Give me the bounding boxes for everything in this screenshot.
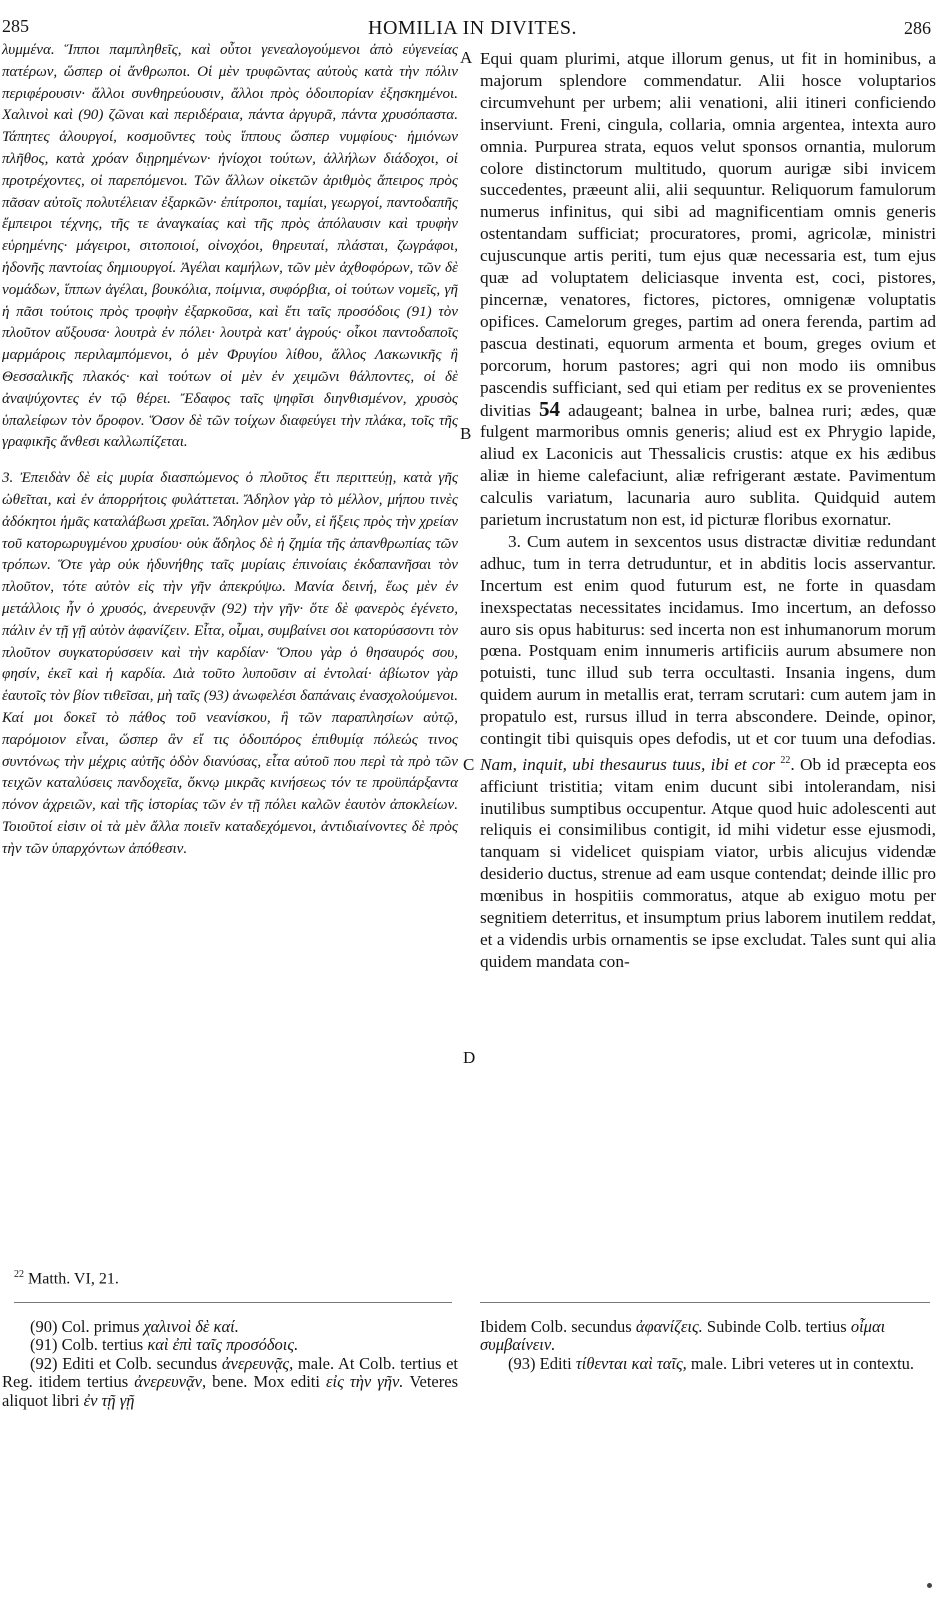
- note-92: [2, 1355, 458, 1410]
- note-92-text-2: , male. At Colb. tertius et Reg. itidem tertius: [2, 1353, 459, 1392]
- note-cont-greek-1: ἀφανίζεις.: [635, 1317, 703, 1336]
- notes-divider-left: [14, 1302, 452, 1303]
- page-number-left: 285: [2, 16, 29, 36]
- note-92-greek-4: ἐν τῇ γῇ: [83, 1390, 135, 1410]
- greek-text-column: [2, 40, 458, 860]
- latin-paragraph-1: [480, 48, 936, 531]
- note-92-greek-1: ἀνερευνᾷς: [221, 1353, 290, 1373]
- note-93-text: (93) Editi: [508, 1353, 572, 1373]
- latin-text-column: [480, 48, 936, 973]
- margin-marker-c: C: [463, 755, 475, 774]
- note-92-text: (92) Editi et Colb. secundus: [30, 1353, 218, 1373]
- note-91: [2, 1336, 458, 1354]
- note-93-text-2: male. Libri veteres ut in contextu.: [690, 1353, 915, 1373]
- critical-notes-right: [480, 1318, 936, 1373]
- note-92-continued: [480, 1318, 936, 1355]
- margin-marker-b: B: [460, 424, 472, 443]
- page-number-right: 286: [904, 18, 931, 38]
- greek-paragraph-2: 3. Ἐπειδὰν δὲ εἰς μυρία διασπώμενος ὁ πλοῦτος ἔτι περιττεύῃ, κατὰ γῆς ὠθεῖται, καὶ ἐν ἀπορρήτοις φυλάττεται. Ἄδηλον γὰρ τὸ μέλλον, μήπου τινὲς ἀδόκητοι ἡμᾶς καταλάβωσι χρεῖαι. Ἄδηλον μὲν οὖν, εἰ ἥξεις πρὸς τὴν χρείαν τοῦ κατορωρυγμένου χρυσίου· οὐκ ἄδηλος δὲ ἡ ζημία τῆς ἀπανθρωπίας τῶν τρόπων. Ὅτε γὰρ οὐκ ἠδυνήθης ταῖς μυρίαις ἐπινοίαις ἐκδαπανῆσαι τὸν πλοῦτον, τότε αὐτὸν εἰς τὴν γῆν ἀπεκρύψω. Μανία δεινή, ἕως μὲν ἐν μετάλλοις ἦν ὁ χρυσός, ἀνερευνᾷν (92) τὴν γῆν· ὅτε δὲ φανερὸς ἐγένετο, πάλιν ἐν τῇ γῇ αὐτὸν ἀφανίζειν. Εἶτα, οἶμαι, συμβαίνει σοι κατορύσσοντι τὸν πλοῦτον συγκατορύσσειν καὶ τὴν καρδίαν· Ὅπου γὰρ ὁ θησαυρός σου, φησίν, ἐκεῖ καὶ ἡ καρδία. Διὰ τοῦτο λυποῦσιν αἱ ἐντολαί· ἀβίωτον γὰρ ἑαυτοῖς τὸν βίον τιθεῖσαι, μὴ ταῖς (93) ἀνωφελέσι δαπάναις ἐνασχολούμενοι. Καί μοι δοκεῖ τὸ πάθος τοῦ νεανίσκου, ἢ τῶν παραπλησίων αὐτῷ, παρόμοιον εἶναι, ὥσπερ ἂν εἴ τις ὁδοιπόρος ἐπιθυμίᾳ πόλεώς τινος συντόνως τὴν μέχρις αὐτῆς ὁδὸν διανύσας, εἶτα αὐτοῦ που περὶ τὰ πρὸ τῶν τειχῶν καταλύσεις πανδοχεῖα, ὄκνῳ μικρᾶς κινήσεως τόν τε προϋπάρξαντα πόνον ἀχρειῶν, καὶ τῆς ἱστορίας τῶν ἐν τῇ πόλει καλῶν ἑαυτὸν ἀποκλείων. Τοιοῦτοί εἰσιν οἱ τὰ μὲν ἄλλα ποιεῖν καταδεχόμενοι, ἀντιδιαίνοντες δὲ πρὸς τὴν τῶν ὑπαρχόντων ἀπόθεσιν.: [2, 470, 458, 857]
- note-92-text-4: Veteres aliquot libri: [2, 1372, 458, 1410]
- running-header: [0, 14, 945, 42]
- latin-paragraph-2: [480, 531, 936, 973]
- footnote-number: 22: [14, 1269, 24, 1280]
- note-92-greek-2: ἀνερευνᾷν: [134, 1372, 202, 1392]
- print-speck: [927, 1583, 932, 1588]
- note-90-text: (90) Col. primus: [30, 1317, 140, 1336]
- note-93: [480, 1355, 936, 1373]
- footnote-ref-22: 22: [780, 755, 791, 766]
- note-92-text-3: , bene. Mox editi: [202, 1372, 320, 1392]
- note-91-text: (91) Colb. tertius: [30, 1335, 144, 1355]
- latin-paragraph-2-text-a: 3. Cum autem in sexcentos usus distractæ divitiæ redundant adhuc, tum in terra detruduntur, et in abditis locis asservantur. Incertum est enim quod futurum est, ne forte in quasdam inexspectatas necessitates incidamus. Imo incertum, an defosso auro sis opus habiturus: sed incerta non est inhumanorum morum pœna. Postquam enim innumeris artificiis aurum absumere non potuisti, tunc illud sub terra occultasti. Insania ingens, dum quidem aurum in metallis erat, terram scrutari: cum autem jam in propatulo est, rursus illud in terra abscondere. Deinde, opinor, contingit tibi quisquis opes defodis, ut et cor tuum una defodias.: [480, 531, 936, 749]
- latin-paragraph-1-text-a: Equi quam plurimi, atque illorum genus, ut fit in hominibus, a majorum splendore commendatur. Alii hosce voluptarios circumvehunt per urbem; alii venationi, alii itineri conficiendo inserviunt. Freni, cingula, collaria, omnia argentea, intexta auro omnia. Purpurea strata, equos velut sponsos ornantia, mulorum colore distinctorum multitudo, quorum aurigæ sibi invicem succedentes, præeunt alii, alii sequuntur. Reliquorum famulorum numerus infinitus, qui sibi ad magnificentiam omnis generis ostentandam sufficiat; procuratores, promi, agricolæ, ministri cujuscunque artis periti, tum ejus quæ necessaria est, tum ejus quæ ad voluptatem deliciasque inventa est, coci, pistores, pincernæ, venatores, fictores, pictores, omnigenæ voluptatis opifices. Camelorum greges, partim ad onera ferenda, partim ad pascua destinati, equorum armenta et boum, greges ovium et porcorum, horum pastores; agri qui non modo iis omnibus pascendis sufficiant, sed qui etiam per reditus ex se provenientes divitias: [480, 49, 936, 420]
- footnote: [14, 1269, 119, 1288]
- latin-paragraph-1-text-b: adaugeant; balnea in urbe, balnea ruri; ædes, quæ fulgent marmoribus omnis generis; aliud est ex Phrygio lapide, aliud ex Laconicis aut Thessalicis crustis: atque ex his ædibus aliæ in hieme calefaciunt, aliæ refrigerant æstate. Pavimentum calculis variatum, lacunaria auro sublita. Quidquid autem parietum incrustatum non est, id picturæ floribus exornatur.: [480, 400, 937, 530]
- running-title: HOMILIA IN DIVITES.: [368, 17, 577, 39]
- note-90: [2, 1318, 458, 1336]
- note-cont-text: Ibidem Colb. secundus: [480, 1317, 632, 1336]
- latin-paragraph-2-text-b: . Ob id præcepta eos afficiunt tristitia; vitam enim ducunt sibi intolerandam, nisi inutilibus sumptibus occupentur. Atque quod huic adolescenti aut reliquis ei consimilibus contigit, id mihi videtur esse ejusmodi, tanquam si videlicet quispiam viator, urbis alicujus videndæ desiderio ductus, strenue ad eam usque contendat; deinde illic pro mœnibus in hospitiis commoratus, atque ab exiguo motu per segnitiem deterritus, et insumptum prius laborem inutilem reddat, et a videndis urbis ornamentis se ipse excludat. Tales sunt qui alia quidem mandata con-: [480, 754, 937, 971]
- scripture-quote: Nam, inquit, ubi thesaurus tuus, ibi et cor: [480, 754, 776, 774]
- footnote-text: Matth. VI, 21.: [28, 1270, 119, 1288]
- note-cont-greek-2: οἶμαι συμβαίνειν.: [480, 1317, 886, 1355]
- margin-marker-a: A: [460, 48, 473, 67]
- note-cont-text-2: Subinde Colb. tertius: [706, 1317, 847, 1336]
- note-90-greek: χαλινοὶ δὲ καί.: [143, 1317, 239, 1336]
- critical-notes-left: [2, 1318, 458, 1410]
- margin-marker-d: D: [463, 1048, 476, 1067]
- greek-paragraph-1: λυμμένα. Ἵπποι παμπληθεῖς, καὶ οὗτοι γενεαλογούμενοι ἀπὸ εὐγενείας πατέρων, ὥσπερ οἱ ἄνθρωποι. Οἱ μὲν τρυφῶντας αὐτοὺς κατὰ τὴν πόλιν περιφέρουσιν· ἄλλοι συνθηρεύουσιν, ἄλλοι πρὸς ὁδοιπορίαν ἐξησκημένοι. Χαλινοὶ καὶ (90) ζῶναι καὶ περιδέραια, πάντα ἀργυρᾶ, πάντα χρυσόπαστα. Τάπητες ἁλουργοί, κοσμοῦντες τοὺς ἵππους ὥσπερ νυμφίους· ἡμιόνων πλῆθος, κατὰ χρόαν διῃρημένων· ἡνίοχοι τούτων, ἀλλήλων διάδοχοι, οἱ προτρέχοντες, οἱ παρεπόμενοι. Τῶν ἄλλων οἰκετῶν ἀριθμὸς ἄπειρος πρὸς πᾶσαν αὐτοῖς πολυτέλειαν ἐξαρκῶν· ἐπίτροποι, ταμίαι, γεωργοί, παντοδαπῆς ἔμπειροι τέχνης, τῆς τε ἀναγκαίας καὶ τῆς πρὸς ἀπόλαυσιν καὶ τρυφὴν εὑρημένης· μάγειροι, σιτοποιοί, οἰνοχόοι, θηρευταί, πλάσται, ζωγράφοι, ἡδονῆς παντοίας δημιουργοί. Ἀγέλαι καμήλων, τῶν μὲν ἀχθοφόρων, τῶν δὲ νομάδων, ἵππων ἀγέλαι, βουκόλια, ποίμνια, συφόρβια, οἱ τούτων νομεῖς, γῆ ἡ πᾶσι τούτοις πρὸς τροφὴν ἐξαρκοῦσα, καὶ ἔτι ταῖς προσόδοις (91) τὸν πλοῦτον αὔξουσα· λουτρὰ ἐν πόλει· λουτρὰ κατ' ἀγρούς· οἶκοι παντοδαποῖς μαρμάροις περιλαμπόμενοι, ὁ μὲν Φρυγίου λίθου, ἄλλος Λακωνικῆς ἢ Θεσσαλικῆς πλακός· καὶ τούτων οἱ μὲν ἐν χειμῶνι θάλποντες, οἱ δὲ ἀναψύχοντες ἐν τῷ θέρει. Ἔδαφος ταῖς ψηφῖσι διηνθισμένον, χρυσὸς ὑπαλείφων τὸν ὄροφον. Ὅσον δὲ τῶν τοίχων διαφεύγει τὴν πλάκα, τοῖς τῆς γραφικῆς ἄνθεσι καλλωπίζεται.: [2, 42, 458, 451]
- note-92-greek-3: εἰς τὴν γῆν.: [326, 1372, 404, 1392]
- notes-divider-right: [480, 1302, 930, 1303]
- note-91-greek: καὶ ἐπὶ ταῖς προσόδοις.: [147, 1335, 299, 1355]
- note-93-greek: τίθενται καὶ ταῖς,: [575, 1353, 687, 1373]
- edition-page-marker: 54: [539, 396, 561, 421]
